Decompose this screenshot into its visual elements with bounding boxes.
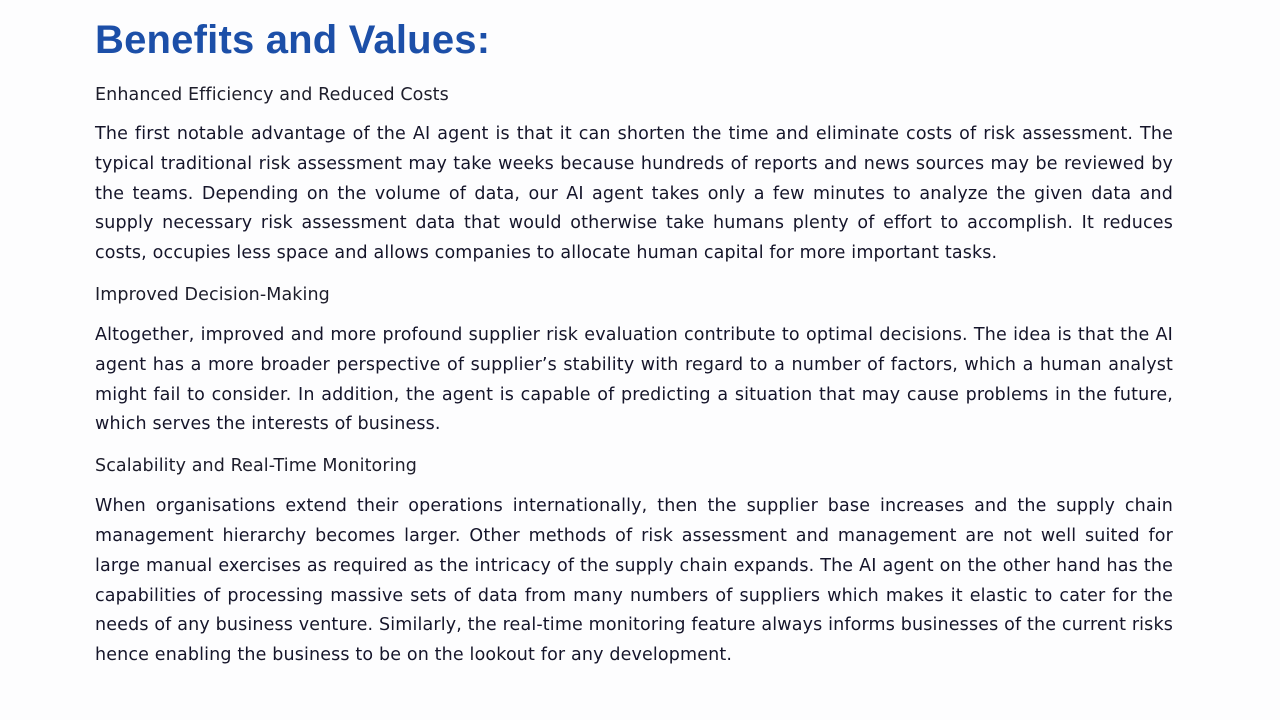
section-paragraph-efficiency: The first notable advantage of the AI agent is that it can shorten the time and eliminate costs of risk assessment. The typical traditional risk assessment may take weeks because hundreds of reports and news sources may be reviewed by the teams. Depending on the volume of data, our AI agent takes only a few minutes to analyze the given data and supply necessary risk assessment data that would otherwise take humans plenty of effort to accomplish. It reduces costs, occupies less space and allows companies to allocate human capital for more important tasks.: [95, 124, 1173, 264]
page-title: Benefits and Values:: [95, 18, 491, 62]
document-content: [95, 16, 1173, 671]
section-heading-scalability: Scalability and Real-Time Monitoring: [95, 456, 418, 477]
section-paragraph-decision-making: Altogether, improved and more profound supplier risk evaluation contribute to optimal decisions. The idea is that the AI agent has a more broader perspective of supplier’s stability with regard to a number of factors, which a human analyst might fail to consider. In addition, the agent is capable of predicting a situation that may cause problems in the future, which serves the interests of business.: [95, 324, 1173, 435]
section-heading-efficiency: Enhanced Efficiency and Reduced Costs: [95, 85, 449, 105]
section-heading-decision-making: Improved Decision-Making: [95, 284, 330, 305]
section-paragraph-scalability: When organisations extend their operations internationally, then the supplier base increases and the supply chain management hierarchy becomes larger. Other methods of risk assessment and management are not well suited for large manual exercises as required as the intricacy of the supply chain expands. The AI agent on the other hand has the capabilities of processing massive sets of data from many numbers of suppliers which makes it elastic to cater for the needs of any business venture. Similarly, the real-time monitoring feature always informs businesses of the current risks hence enabling the business to be on the lookout for any development.: [95, 496, 1173, 666]
